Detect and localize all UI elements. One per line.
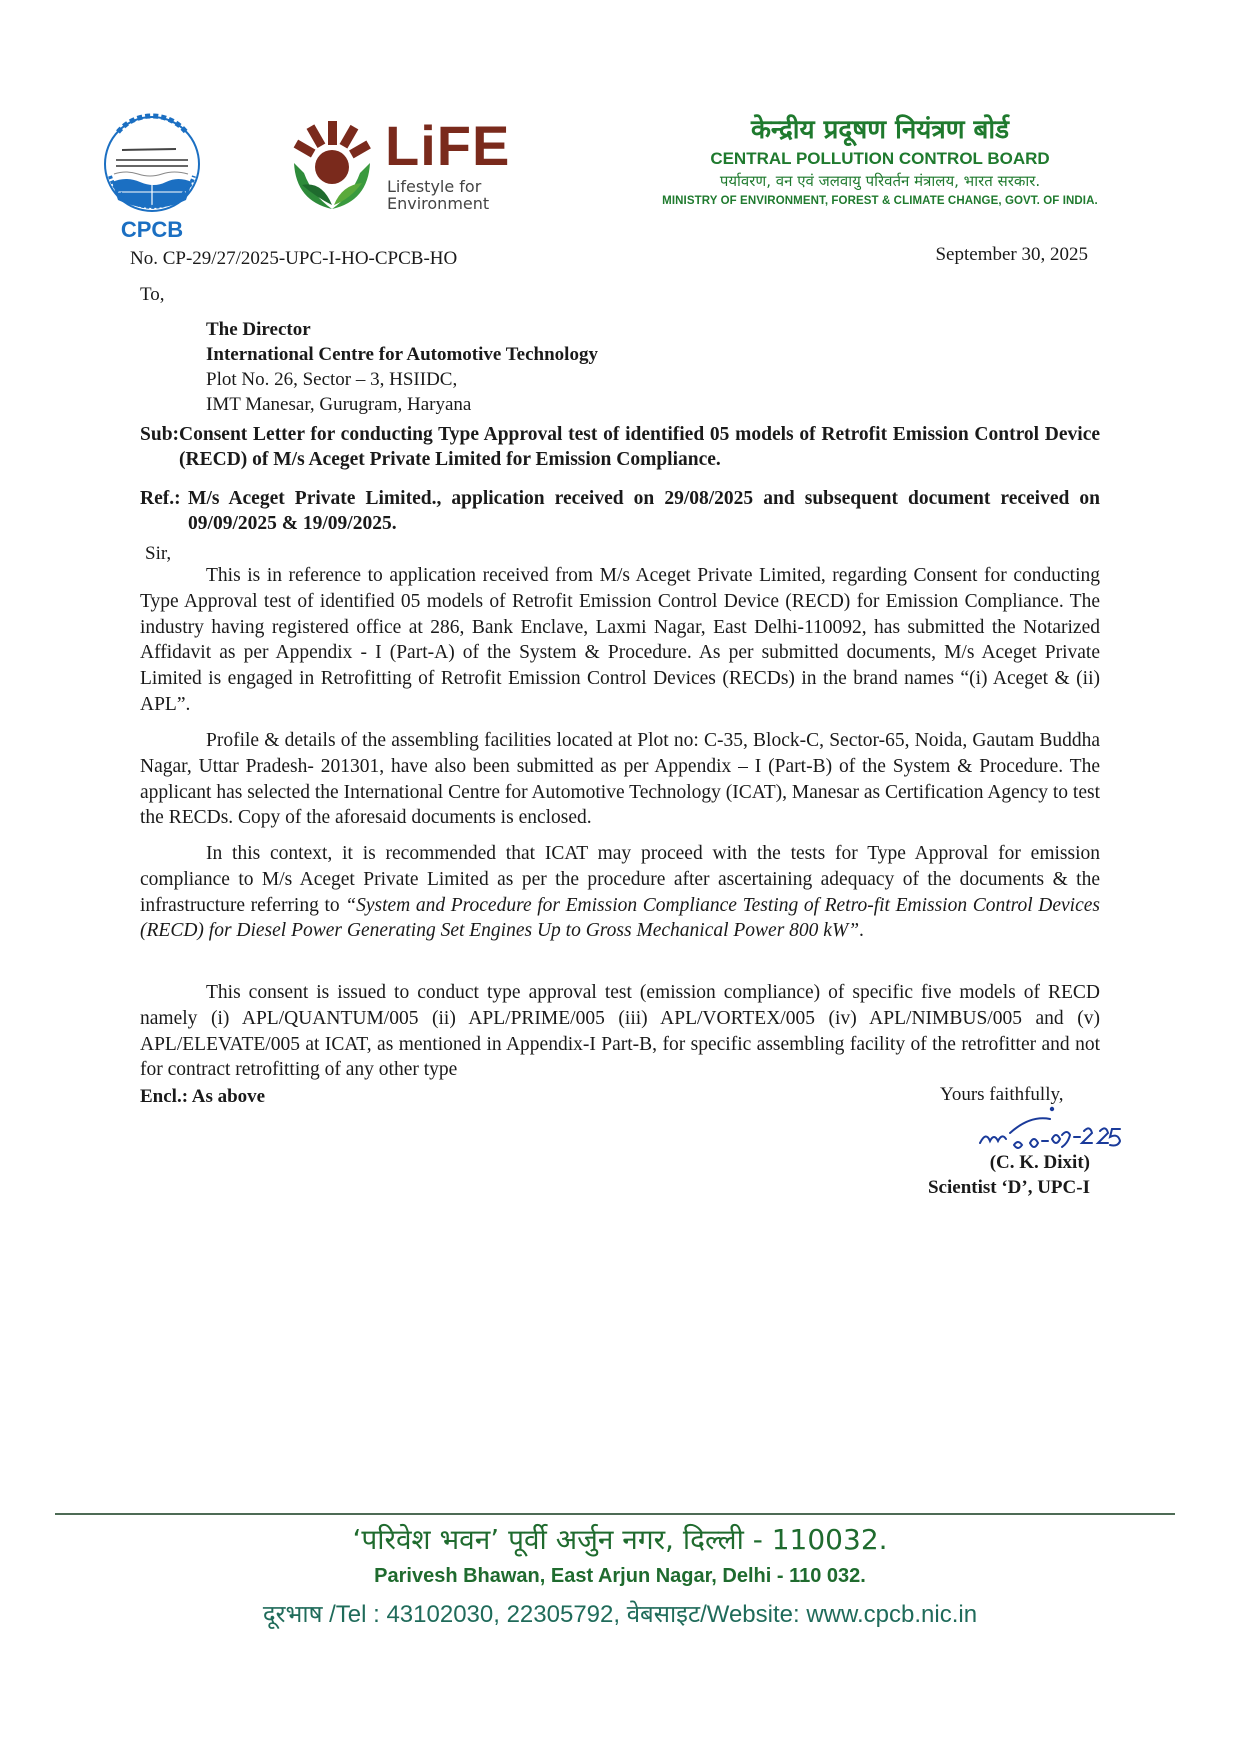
body-paragraph-2 xyxy=(140,728,1100,831)
svg-text:CPCB: CPCB xyxy=(120,217,184,242)
paragraph-text-plain: In this context, it is recommended that ICAT may proceed with the tests for Type Approval for emission compliance to M/s Aceget Private Limited as per the procedure after ascertaining adequacy of the documents & the infrastructure referring to xyxy=(140,843,1100,916)
enclosure-note: Encl.: As above xyxy=(140,1086,266,1107)
cpcb-logo xyxy=(96,112,208,242)
handwritten-signature xyxy=(970,1105,1210,1155)
signature-icon xyxy=(970,1105,1210,1155)
life-tagline-line2: Environment xyxy=(387,194,490,213)
greeting: Sir, xyxy=(145,543,172,564)
signer-designation: Scientist ‘D’, UPC-I xyxy=(927,1177,1090,1198)
paragraph-text: Profile & details of the assembling facilities located at Plot no: C-35, Block-C, Sector-65, Noida, Gautam Buddha Nagar, Uttar Pradesh- 201301, have also been submitted as per Appendix – I (Part-B) of the System & Procedure. The applicant has selected the International Centre for Automotive Technology (ICAT), Manesar as Certification Agency to test the RECDs. Copy of the aforesaid documents is enclosed. xyxy=(140,730,1100,829)
footer-address-hindi: ‘परिवेश भवन’ पूर्वी अर्जुन नगर, दिल्ली - 110032. xyxy=(352,1523,888,1556)
ministry-english: MINISTRY OF ENVIRONMENT, FOREST & CLIMATE CHANGE, GOVT. OF INDIA. xyxy=(662,195,1098,207)
reference-label: Ref.: xyxy=(140,488,181,509)
reference-line xyxy=(140,486,1100,536)
body-paragraph-4 xyxy=(140,980,1100,1083)
subject-line xyxy=(140,422,1100,472)
subject-text: Consent Letter for conducting Type Approval test of identified 05 models of Retrofit Emission Control Device (RECD) of M/s Aceget Private Limited for Emission Compliance. xyxy=(179,424,1100,470)
addressee-address-line2: IMT Manesar, Gurugram, Haryana xyxy=(206,394,472,415)
life-wordmark: LiFE xyxy=(385,114,511,177)
paragraph-text: This consent is issued to conduct type approval test (emission compliance) of specific five models of RECD namely (i) APL/QUANTUM/005 (ii) APL/PRIME/005 (iii) APL/VORTEX/005 (iv) APL/NIMBUS/005 and (v) APL/ELEVATE/005 at ICAT, as mentioned in Appendix-I Part-B, for specific assembling facility of the retrofitter and not for contract retrofitting of any other type xyxy=(140,982,1100,1081)
life-sun-leaf-icon xyxy=(282,115,382,215)
signer-block xyxy=(900,1150,1090,1200)
letter-date: September 30, 2025 xyxy=(935,244,1088,265)
footer-divider xyxy=(55,1513,1175,1515)
addressee-title: The Director xyxy=(206,319,311,340)
org-name-english: CENTRAL POLLUTION CONTROL BOARD xyxy=(710,149,1050,168)
addressee-organization: International Centre for Automotive Technology xyxy=(206,344,598,365)
letterhead-org xyxy=(600,112,1160,210)
paragraph-text xyxy=(140,841,1100,944)
letter-reference-number: No. CP-29/27/2025-UPC-I-HO-CPCB-HO xyxy=(130,248,458,269)
closing: Yours faithfully, xyxy=(940,1084,1064,1105)
cpcb-emblem-icon xyxy=(96,112,208,242)
paragraph-text-end: . xyxy=(859,920,864,942)
body-paragraph-1 xyxy=(140,563,1100,718)
signer-name: (C. K. Dixit) xyxy=(989,1152,1090,1173)
ministry-hindi: पर्यावरण, वन एवं जलवायु परिवर्तन मंत्रालय, भारत सरकार. xyxy=(719,172,1041,190)
paragraph-text: This is in reference to application received from M/s Aceget Private Limited, regarding Consent for conducting Type Approval test of identified 05 models of Retrofit Emission Control Device (RECD) for Emission Compliance. The industry having registered office at 286, Bank Enclave, Laxmi Nagar, East Delhi-110092, has submitted the Notarized Affidavit as per Appendix - I (Part-A) of the System & Procedure. As per submitted documents, M/s Aceget Private Limited is engaged in Retrofitting of Retrofit Emission Control Devices (RECDs) in the brand names “(i) Aceget & (ii) APL”. xyxy=(140,565,1100,715)
reference-text: M/s Aceget Private Limited., application received on 29/08/2025 and subsequent document received on 09/09/2025 & 19/09/2025. xyxy=(188,488,1100,534)
footer-contact: दूरभाष /Tel : 43102030, 22305792, वेबसाइट/Website: www.cpcb.nic.in xyxy=(262,1601,978,1628)
salutation-to: To, xyxy=(140,284,165,305)
life-tagline-line1: Lifestyle for xyxy=(387,177,482,196)
life-tagline xyxy=(387,178,489,212)
subject-label: Sub: xyxy=(140,424,180,445)
addressee-block xyxy=(206,317,598,417)
referenced-document-title: “System and Procedure for Emission Compliance Testing of Retro-fit Emission Control Devices (RECD) for Diesel Power Generating Set Engines Up to Gross Mechanical Power 800 kW” xyxy=(140,894,1100,942)
org-name-hindi: केन्द्रीय प्रदूषण नियंत्रण बोर्ड xyxy=(750,115,1010,145)
footer-address-english: Parivesh Bhawan, East Arjun Nagar, Delhi - 110 032. xyxy=(374,1565,866,1587)
addressee-address-line1: Plot No. 26, Sector – 3, HSIIDC, xyxy=(206,369,458,390)
body-paragraph-3 xyxy=(140,841,1100,944)
